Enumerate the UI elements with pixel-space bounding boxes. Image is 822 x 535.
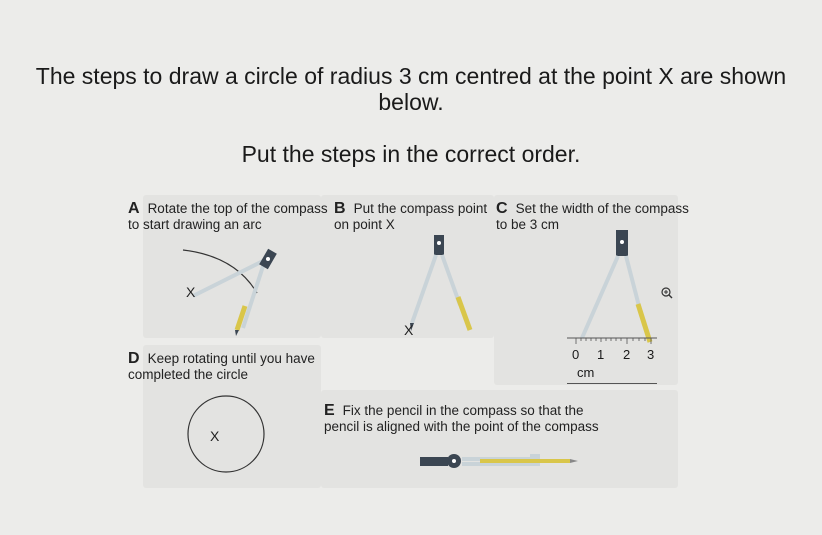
ruler [567,337,657,385]
question-line-1: The steps to draw a circle of radius 3 cm centred at the point X are shown [35,63,787,89]
step-d-point-x: X [210,428,220,444]
ruler-tick-1: 1 [597,347,605,362]
step-a-letter: A [128,200,140,217]
step-d-circle [180,395,275,475]
ruler-tick-3: 3 [647,347,655,362]
step-e-letter: E [324,402,335,419]
step-a-text: Rotate the top of the compass to start drawing an arc [128,201,328,232]
ruler-tick-0: 0 [572,347,580,362]
ruler-unit: cm [577,365,595,380]
step-c-letter: C [496,200,508,217]
step-d-label [128,351,315,383]
step-b-label [334,201,487,233]
step-d-letter: D [128,350,140,367]
step-e-label [324,403,599,435]
step-b-point-x: X [404,322,414,338]
step-c-text: Set the width of the compass to be 3 cm [496,201,689,232]
step-d-text: Keep rotating until you have completed the circle [128,351,315,382]
zoom-in-icon[interactable] [661,287,673,299]
step-e-text: Fix the pencil in the compass so that the pencil is aligned with the point of the compass [324,403,599,434]
question-line-2: below. [378,89,444,115]
step-a-label [128,201,328,233]
step-c-illustration [570,230,670,350]
step-b-letter: B [334,200,346,217]
ruler-tick-2: 2 [623,347,631,362]
step-b-text: Put the compass point on point X [334,201,488,232]
step-a-point-x: X [186,284,196,300]
step-e-illustration [420,448,580,472]
question-line-3: Put the steps in the correct order. [241,141,581,167]
step-b-illustration [400,235,490,335]
step-c-label [496,201,689,233]
